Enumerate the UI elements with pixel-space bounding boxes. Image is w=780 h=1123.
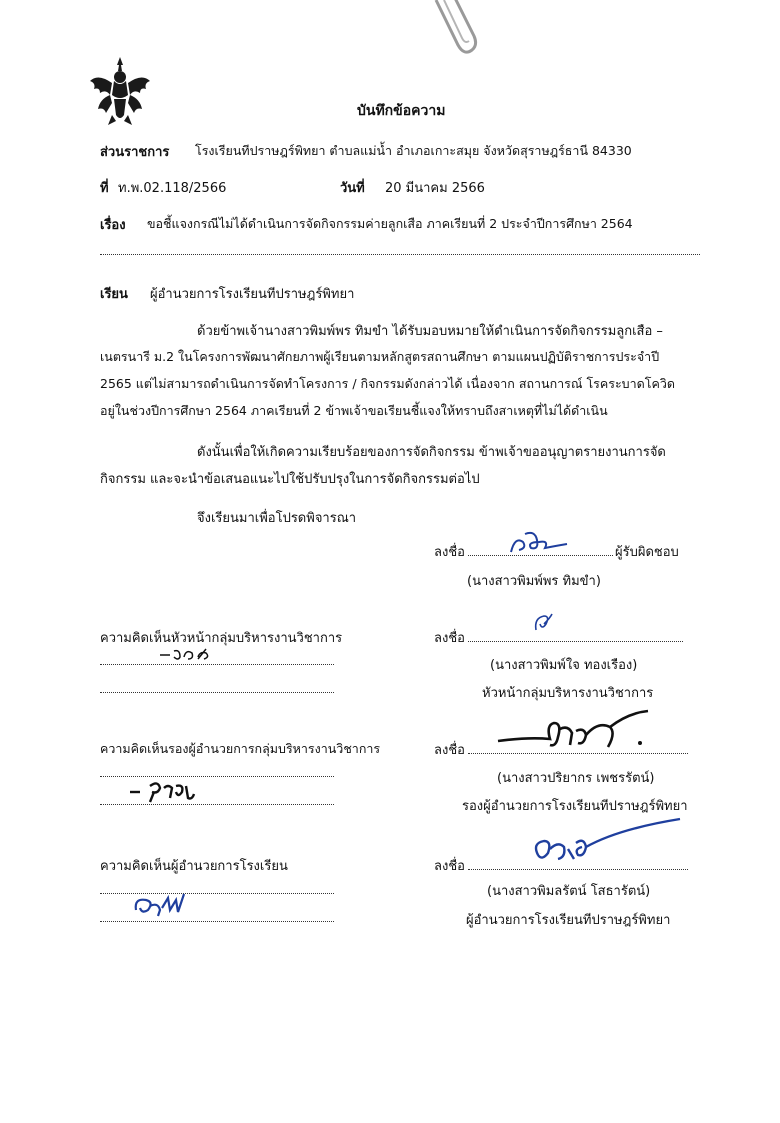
head-sign-label: ลงชื่อ xyxy=(434,631,465,646)
head-opinion-handwriting xyxy=(158,645,218,665)
deputy-opinion-line-1 xyxy=(100,776,334,777)
head-opinion-line-2 xyxy=(100,692,334,693)
head-position: หัวหน้ากลุ่มบริหารงานวิชาการ xyxy=(482,686,654,701)
subject-label: เรื่อง xyxy=(100,218,126,233)
director-opinion-line-2 xyxy=(100,921,334,922)
subject-value: ขอชี้แจงกรณีไม่ได้ดำเนินการจัดกิจกรรมค่ายลูกเสือ ภาคเรียนที่ 2 ประจำปีการศึกษา 2564 xyxy=(147,216,633,231)
director-position: ผู้อำนวยการโรงเรียนทีปราษฎร์พิทยา xyxy=(466,913,671,928)
head-signature xyxy=(530,610,560,636)
director-name: (นางสาวพิมลรัตน์ โสธารัตน์) xyxy=(487,884,651,899)
closing-text: จึงเรียนมาเพื่อโปรดพิจารณา xyxy=(197,511,357,526)
deputy-name: (นางสาวปริยากร เพชรรัตน์) xyxy=(497,771,655,786)
paper-clip-icon xyxy=(428,0,478,60)
head-name: (นางสาวพิมพ์ใจ ทองเรือง) xyxy=(490,658,638,673)
director-opinion-handwriting xyxy=(132,890,192,920)
to-value: ผู้อำนวยการโรงเรียนทีปราษฎร์พิทยา xyxy=(150,287,355,302)
body-p1-line-1: ด้วยข้าพเจ้านางสาวพิมพ์พร ทิมขำ ได้รับมอบหมายให้ดำเนินการจัดกิจกรรมลูกเสือ – xyxy=(197,324,663,339)
director-signature xyxy=(528,815,688,875)
body-p1-line-2: เนตรนารี ม.2 ในโครงการพัฒนาศักยภาพผู้เรียนตามหลักสูตรสถานศึกษา ตามแผนปฏิบัติราชการประจำปี xyxy=(100,349,660,364)
memo-title: บันทึกข้อความ xyxy=(357,103,446,119)
org-label: ส่วนราชการ xyxy=(100,145,170,160)
responsible-signature xyxy=(505,528,575,558)
date-value: 20 มีนาคม 2566 xyxy=(385,181,485,196)
deputy-position: รองผู้อำนวยการโรงเรียนทีปราษฎร์พิทยา xyxy=(462,799,688,814)
deputy-sign-label: ลงชื่อ xyxy=(434,743,465,758)
body-p1-line-4: อยู่ในช่วงปีการศึกษา 2564 ภาคเรียนที่ 2 ข้าพเจ้าขอเรียนชี้แจงให้ทราบถึงสาเหตุที่ไม่ได้ดำเนิน xyxy=(100,403,608,418)
responsible-name: (นางสาวพิมพ์พร ทิมขำ) xyxy=(467,574,601,589)
body-p2-line-2: กิจกรรม และจะนำข้อเสนอแนะไปใช้ปรับปรุงในการจัดกิจกรรมต่อไป xyxy=(100,472,480,487)
head-opinion-label: ความคิดเห็นหัวหน้ากลุ่มบริหารงานวิชาการ xyxy=(100,631,343,646)
ref-value: ท.พ.02.118/2566 xyxy=(118,181,227,196)
body-p2-line-1: ดังนั้นเพื่อให้เกิดความเรียบร้อยของการจัดกิจกรรม ข้าพเจ้าขออนุญาตรายงานการจัด xyxy=(197,445,666,460)
deputy-opinion-label: ความคิดเห็นรองผู้อำนวยการกลุ่มบริหารงานวิชาการ xyxy=(100,741,381,756)
responsible-label: ผู้รับผิดชอบ xyxy=(615,545,679,560)
ref-label: ที่ xyxy=(100,181,109,196)
body-p1-line-3: 2565 แต่ไม่สามารถดำเนินการจัดทำโครงการ / กิจกรรมดังกล่าวได้ เนื่องจาก สถานการณ์ โรคระบาดโควิด xyxy=(100,376,675,391)
responsible-sign-label: ลงชื่อ xyxy=(434,545,465,560)
director-sign-label: ลงชื่อ xyxy=(434,859,465,874)
header-divider xyxy=(100,254,700,255)
deputy-signature xyxy=(498,707,648,757)
deputy-opinion-handwriting xyxy=(128,778,203,806)
head-sign-line xyxy=(468,641,683,642)
to-label: เรียน xyxy=(100,287,128,302)
date-label: วันที่ xyxy=(340,181,365,196)
garuda-emblem-icon xyxy=(88,55,152,127)
director-opinion-label: ความคิดเห็นผู้อำนวยการโรงเรียน xyxy=(100,859,288,874)
org-value: โรงเรียนทีปราษฎร์พิทยา ตำบลแม่น้ำ อำเภอเกาะสมุย จังหวัดสุราษฎร์ธานี 84330 xyxy=(195,143,632,158)
